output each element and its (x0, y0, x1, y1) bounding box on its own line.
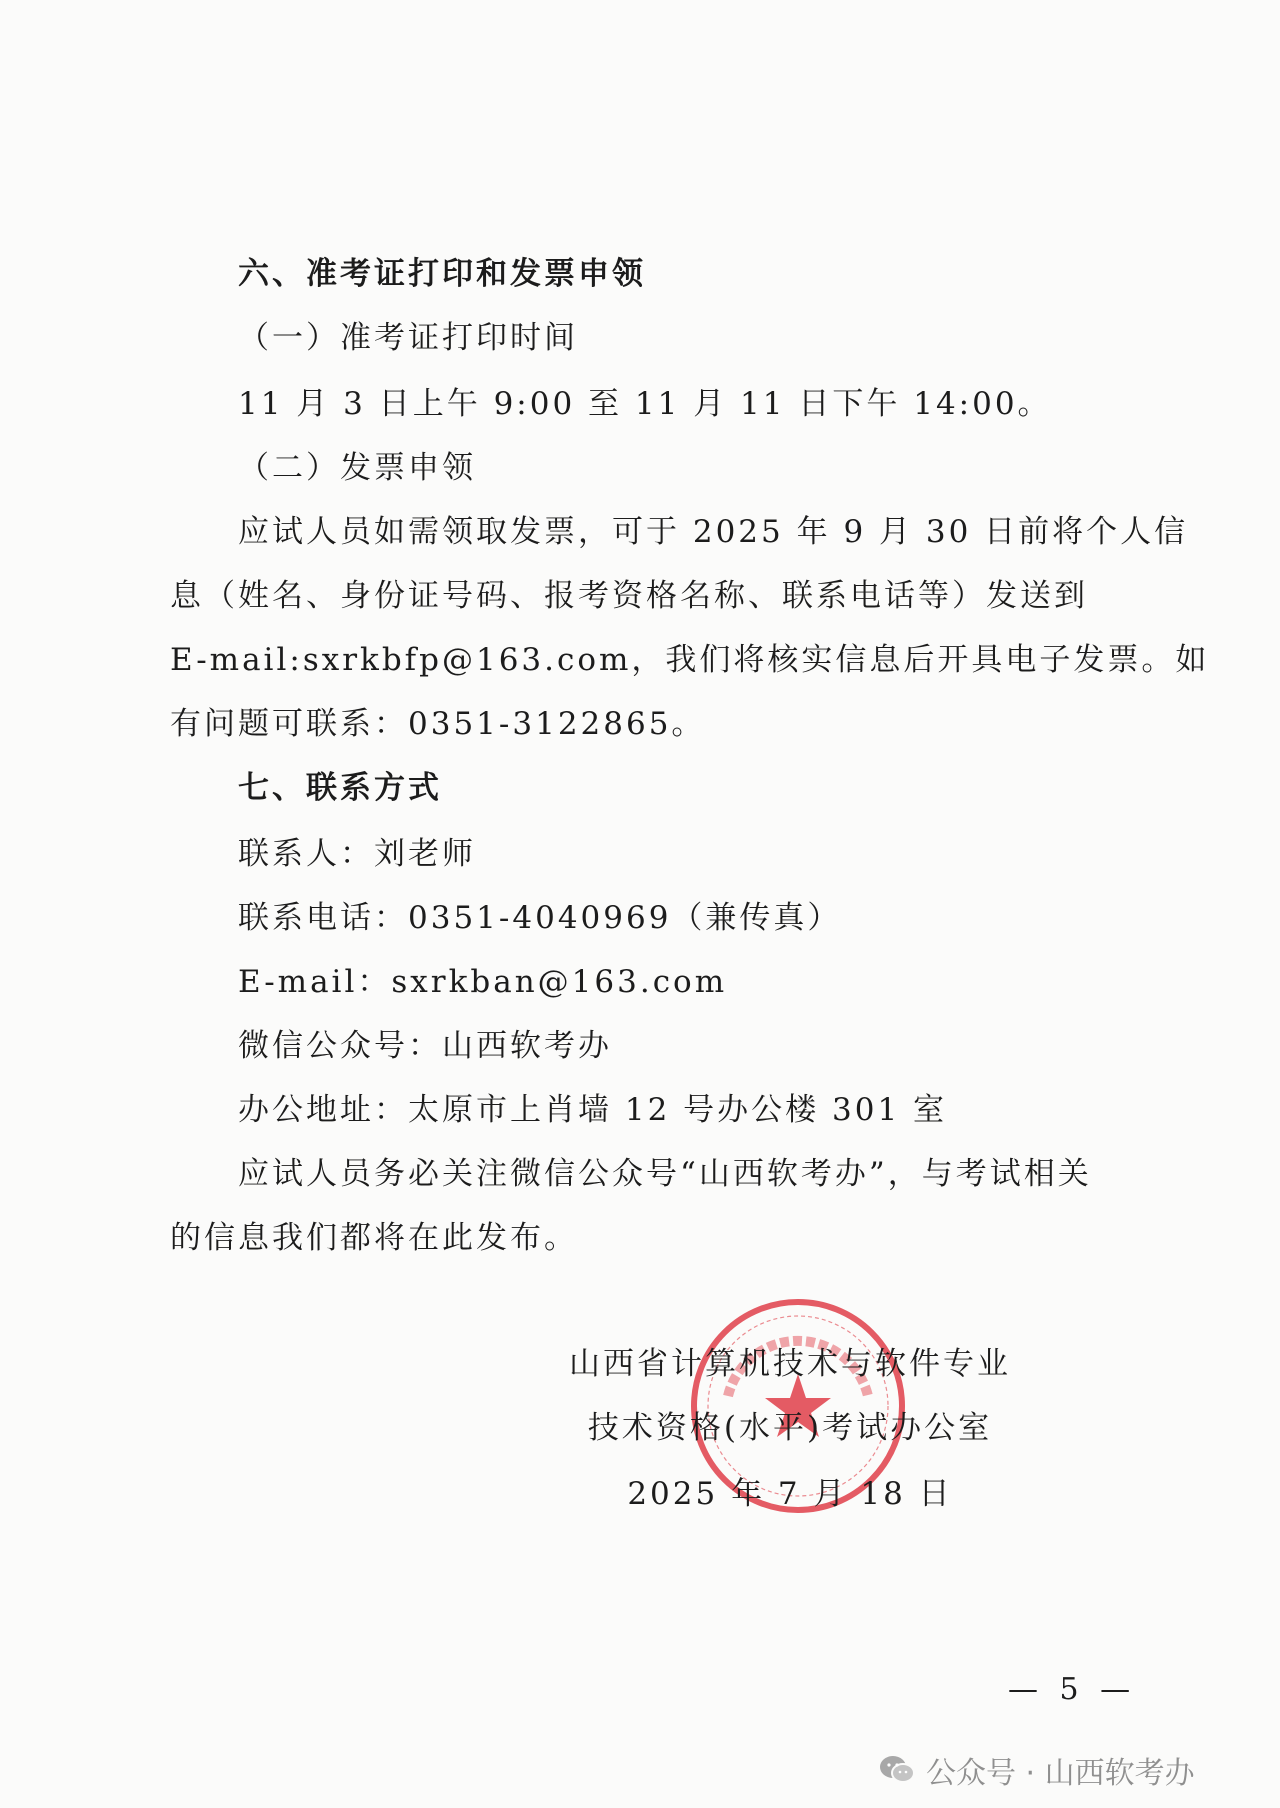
admission-print-time: 11 月 3 日上午 9:00 至 11 月 11 日下午 14:00。 (238, 386, 1052, 422)
watermark (878, 1748, 1195, 1792)
issue-date: 2025 年 7 月 18 日 (627, 1476, 953, 1512)
contact-phone: 联系电话：0351-4040969（兼传真） (238, 900, 842, 936)
issuer-org-line-2: 技术资格(水平)考试办公室 (587, 1410, 993, 1446)
contact-email: E-mail：sxrkban@163.com (238, 964, 728, 1000)
section-6-sub2-title: （二）发票申领 (238, 450, 476, 486)
section-6-sub1-title: （一）准考证打印时间 (238, 320, 578, 356)
issuer-org-line-1: 山西省计算机技术与软件专业 (569, 1346, 1011, 1382)
section-6-heading: 六、准考证打印和发票申领 (238, 256, 646, 292)
invoice-paragraph-line: E-mail:sxrkbfp@163.com，我们将核实信息后开具电子发票。如 (170, 642, 1210, 678)
wechat-account: 微信公众号：山西软考办 (238, 1028, 612, 1064)
invoice-paragraph-line: 息（姓名、身份证号码、报考资格名称、联系电话等）发送到 (170, 578, 1088, 614)
watermark-text: 公众号 · 山西软考办 (926, 1756, 1195, 1791)
wechat-icon (878, 1754, 916, 1786)
notice-paragraph-line: 应试人员务必关注微信公众号“山西软考办”，与考试相关 (238, 1156, 1092, 1192)
contact-person: 联系人：刘老师 (238, 836, 476, 872)
office-address: 办公地址：太原市上肖墙 12 号办公楼 301 室 (238, 1092, 948, 1128)
invoice-paragraph-line: 应试人员如需领取发票，可于 2025 年 9 月 30 日前将个人信 (238, 514, 1189, 550)
section-7-heading: 七、联系方式 (238, 770, 442, 806)
page-number: — 5 — (1008, 1672, 1137, 1707)
invoice-paragraph-line: 有问题可联系：0351-3122865。 (170, 706, 706, 742)
notice-paragraph-line: 的信息我们都将在此发布。 (170, 1220, 578, 1256)
